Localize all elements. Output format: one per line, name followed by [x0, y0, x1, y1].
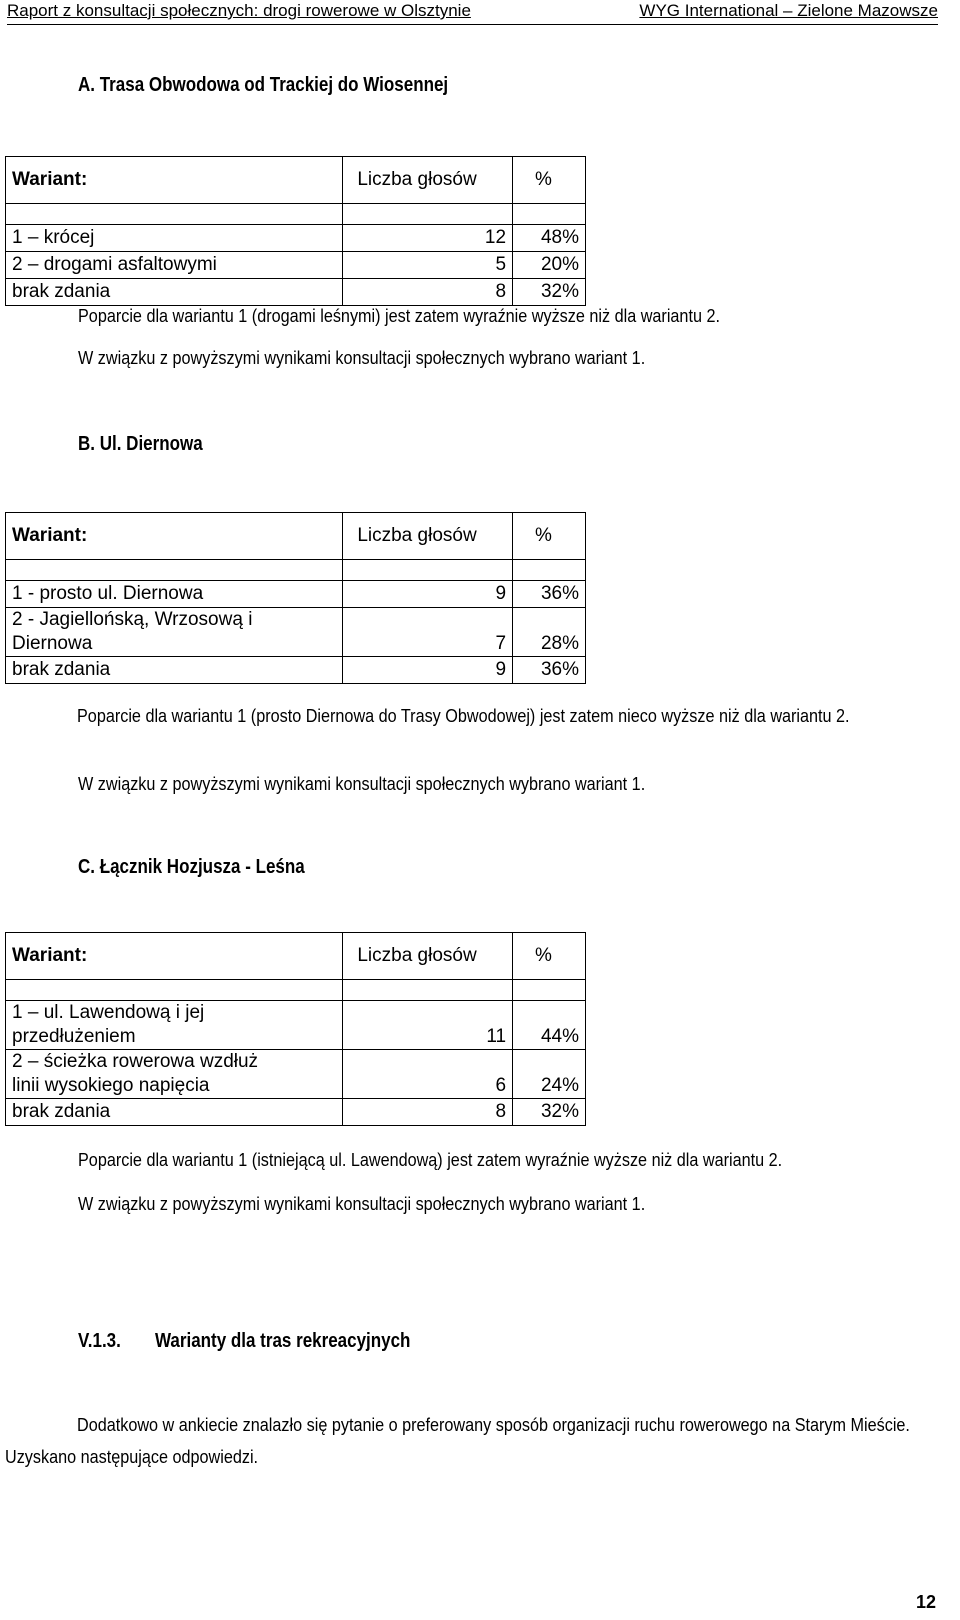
col-vote-count: Liczba głosów [343, 157, 513, 204]
col-vote-count: Liczba głosów [343, 513, 513, 560]
col-percent: % [513, 513, 586, 560]
subsection-text: Dodatkowo w ankiecie znalazło się pytanie o preferowany sposób organizacji ruchu rowerowego na Starym Mieście. Uzyskano następujące odpowiedzi. [5, 1415, 910, 1467]
col-variant: Wariant: [6, 513, 343, 560]
section-a-result-text: W związku z powyższymi wynikami konsultacji społecznych wybrano wariant 1. [78, 348, 646, 368]
section-c-result-text: W związku z powyższymi wynikami konsultacji społecznych wybrano wariant 1. [78, 1194, 646, 1214]
subsection-number: V.1.3. [78, 1330, 121, 1352]
header-report-title: Raport z konsultacji społecznych: drogi rowerowe w Olsztynie [7, 1, 471, 20]
table-row: 1 – ul. Lawendową i jej przedłużeniem 11 44% [6, 1001, 586, 1050]
table-row: brak zdania 8 32% [6, 279, 586, 306]
col-percent: % [513, 157, 586, 204]
section-c-heading: C. Łącznik Hozjusza - Leśna [78, 856, 305, 878]
col-variant: Wariant: [6, 157, 343, 204]
col-variant: Wariant: [6, 933, 343, 980]
section-c-support-text: Poparcie dla wariantu 1 (istniejącą ul. Lawendową) jest zatem wyraźnie wyższe niż dla wariantu 2. [78, 1150, 783, 1170]
section-a-support-text: Poparcie dla wariantu 1 (drogami leśnymi) jest zatem wyraźnie wyższe niż dla wariantu 2. [78, 306, 720, 326]
col-vote-count: Liczba głosów [343, 933, 513, 980]
col-percent: % [513, 933, 586, 980]
subsection-title: Warianty dla tras rekreacyjnych [155, 1330, 411, 1352]
table-row: brak zdania 8 32% [6, 1099, 586, 1126]
table-row: 1 – krócej 12 48% [6, 225, 586, 252]
page-header [7, 0, 938, 25]
section-b-result-text: W związku z powyższymi wynikami konsultacji społecznych wybrano wariant 1. [78, 774, 646, 794]
table-row: 2 – drogami asfaltowymi 5 20% [6, 252, 586, 279]
section-b-support-text: Poparcie dla wariantu 1 (prosto Diernowa do Trasy Obwodowej) jest zatem nieco wyższe niż dla wariantu 2. [77, 706, 850, 726]
header-authors: WYG International – Zielone Mazowsze [639, 1, 938, 20]
table-row: 2 – ścieżka rowerowa wzdłuż linii wysokiego napięcia 6 24% [6, 1050, 586, 1099]
section-c-table [5, 932, 586, 1126]
section-a-heading: A. Trasa Obwodowa od Trackiej do Wiosennej [78, 74, 449, 96]
section-b-heading: B. Ul. Diernowa [78, 433, 203, 455]
table-row: brak zdania 9 36% [6, 657, 586, 684]
table-row: 2 - Jagiellońską, Wrzosową i Diernowa 7 28% [6, 608, 586, 657]
table-row: 1 - prosto ul. Diernowa 9 36% [6, 581, 586, 608]
page-number: 12 [915, 1592, 936, 1612]
section-a-table [5, 156, 586, 306]
section-b-table [5, 512, 586, 684]
